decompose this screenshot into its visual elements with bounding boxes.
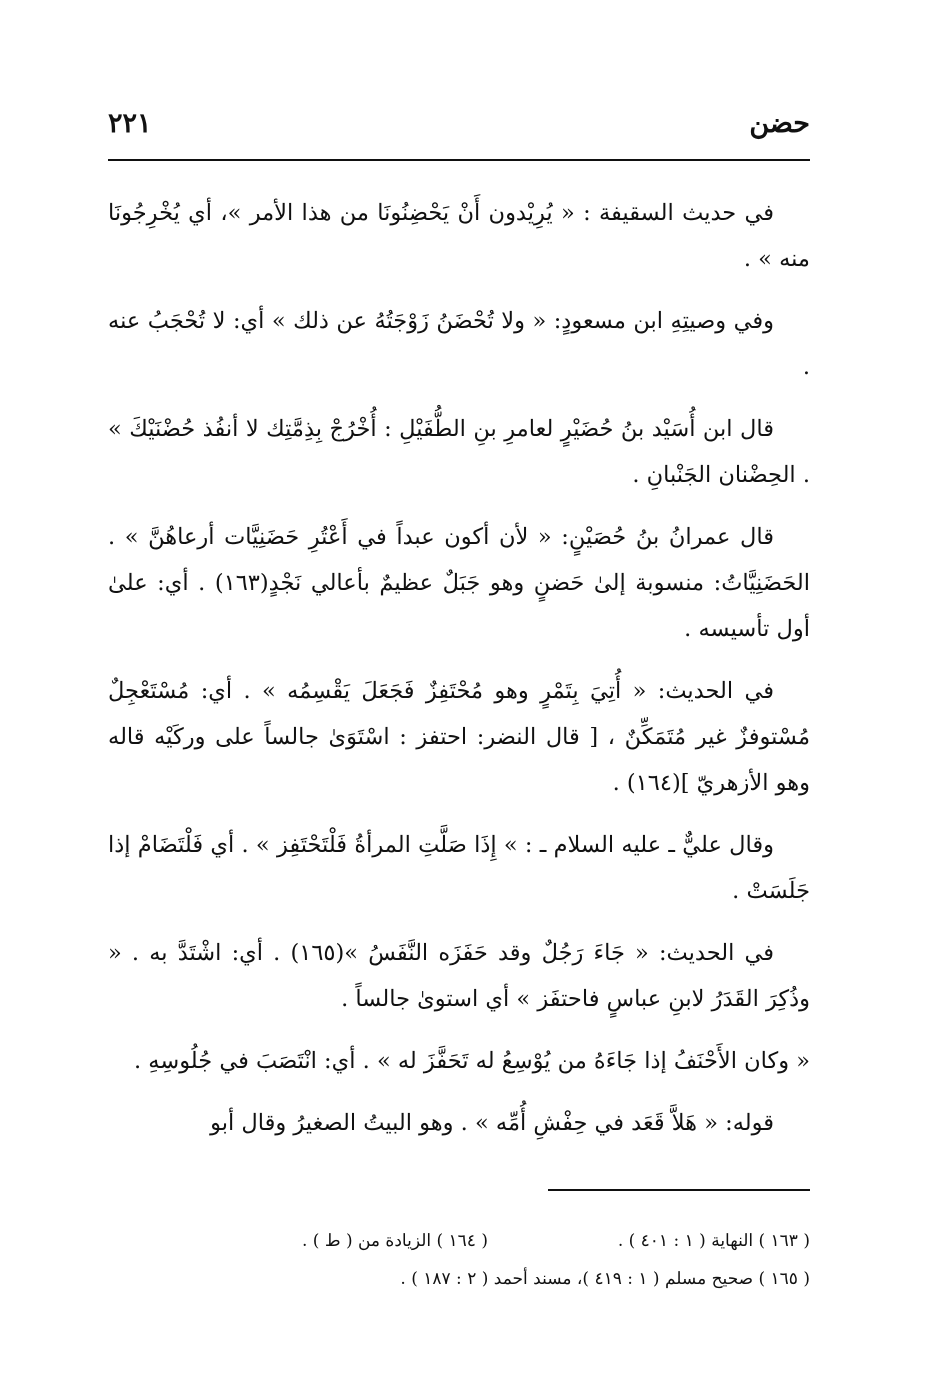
- page-header: [108, 108, 810, 148]
- paragraph: قال ابن أُسَيْد بنُ حُضَيْرٍ لعامرِ بنِ الطُّفَيْلِ : أُخْرُجْ بِذِمَّتِك لا أنفُذ حُضْنَيْكَ » . الحِضْنان الجَنْبانِ .: [108, 416, 810, 488]
- footnote-164: ( ١٦٤ ) الزيادة من ( ط ) .: [301, 1231, 488, 1251]
- header-divider: [108, 159, 810, 161]
- footnote-row: [108, 1260, 810, 1298]
- paragraph: قوله: « هَلاَّ قَعَد في حِفْشِ أُمِّه » . وهو البيتُ الصغيرُ وقال أبو: [210, 1110, 774, 1136]
- paragraph: في الحديث: « أُتِيَ بِتَمْرٍ وهو مُحْتَفِزٌ فَجَعَلَ يَقْسِمُه » . أي: مُسْتَعْجِلٌ مُسْتوفزٌ غير مُتَمَكِّنٌ ، [ قال النضر: احتفز : اسْتَوَىٰ جالساً على وركَيْه قاله وهو الأزهريّ ](١٦٤) .: [108, 678, 810, 796]
- footnote-row: [108, 1222, 810, 1260]
- paragraph: وفي وصيتِهِ ابن مسعودٍ: « ولا تُحْضَنُ زَوْجَتُهُ عن ذلك » أي: لا تُحْجَبُ عنه .: [108, 308, 810, 380]
- footnotes: [108, 1222, 810, 1298]
- paragraph: قال عمرانُ بنُ حُصَيْنٍ: « لأن أكون عبداً في أَعْتُرِ حَضَنِيَّات أرعاهُنَّ » . الحَضَنِيَّاتُ: منسوبة إلىٰ حَضنٍ وهو جَبَلٌ عظيمٌ بأعالي نَجْدٍ(١٦٣) . أي: علىٰ أول تأسيسه .: [108, 524, 810, 642]
- paragraph: في الحديث: « جَاءَ رَجُلٌ وقد حَفَزَه النَّفَسُ »(١٦٥) . أي: اشْتَدَّ به . « وذُكِرَ القَدَرُ لابنِ عباسٍ فاحتفَز » أي استوىٰ جالساً .: [108, 940, 810, 1012]
- paragraph: في حديث السقيفة : « يُرِيْدون أَنْ يَحْضِنُونَا من هذا الأمر »، أي يُخْرِجُونَا منه » .: [108, 200, 810, 272]
- page-number: ٢٢١: [108, 108, 152, 139]
- paragraph: « وكان الأَحْنَفُ إذا جَاءَهُ من يُوْسِعُ له تَحَفَّزَ له » . أي: انْتَصَبَ في جُلُوسِهِ .: [133, 1048, 810, 1074]
- entry-title: حضن: [749, 108, 810, 139]
- book-page: [108, 0, 810, 1377]
- footnote-divider: [548, 1189, 810, 1191]
- footnote-165: ( ١٦٥ ) صحيح مسلم ( ١ : ٤١٩ )، مسند أحمد ( ٢ : ١٨٧ ) .: [400, 1269, 810, 1289]
- main-text: [108, 190, 810, 1162]
- paragraph: وقال عليٌّ ـ عليه السلام ـ : » إِذَا صَلَّتِ المرأةُ فَلْتَحْتَفِز » . أي فَلْتَضَامْ إذا جَلَسَتْ .: [108, 832, 810, 904]
- footnote-163: ( ١٦٣ ) النهاية ( ١ : ٤٠١ ) .: [617, 1231, 810, 1251]
